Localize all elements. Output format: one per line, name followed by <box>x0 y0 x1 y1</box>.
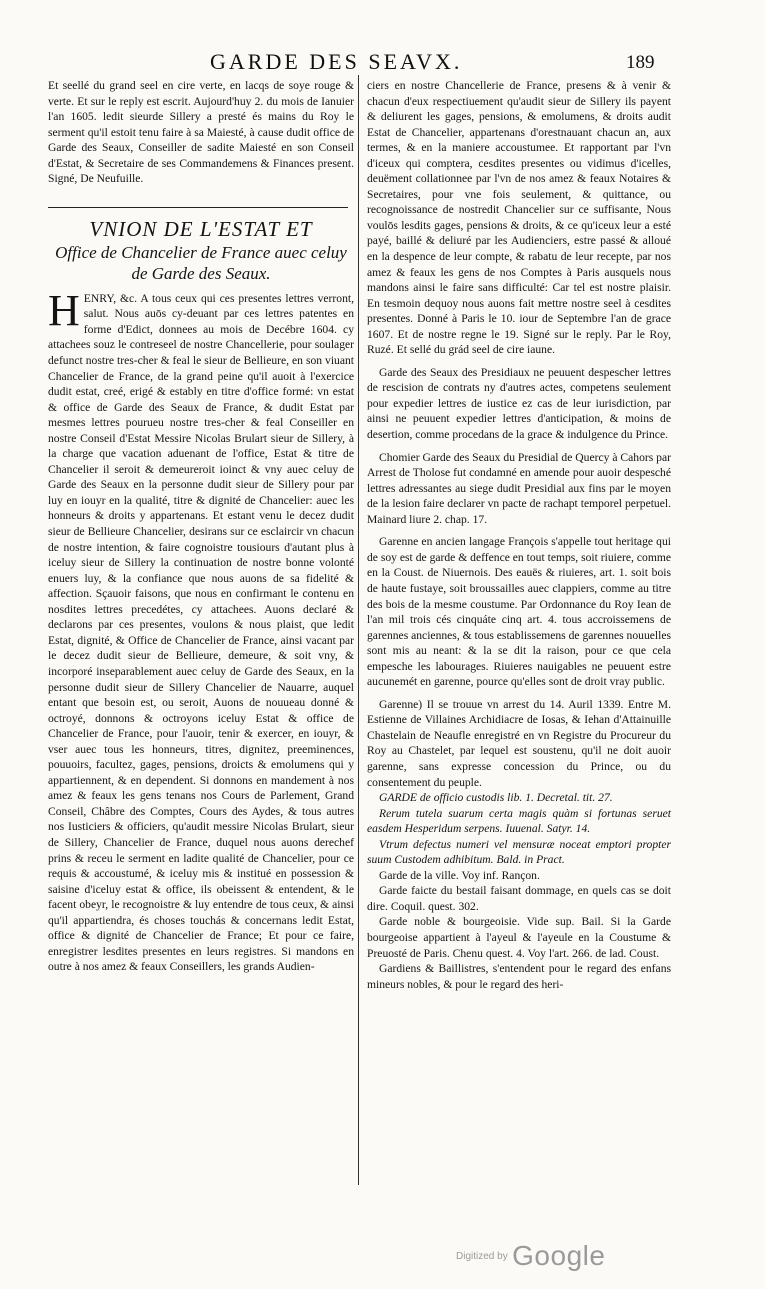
watermark-brand: Google <box>512 1240 606 1271</box>
running-title: GARDE DES SEAVX. <box>210 49 463 74</box>
entry-chomier: Chomier Garde des Seaux du Presidial de Quercy à Cahors par Arrest de Tholose fut condamné en amende pour auoir despesché lettres adressantes au siege dudit Presidial aux fins par le moyen de la lesion faire declarer vn pacte de rachapt temporel perpetuel. Mainard liure 2. chap. 17. <box>367 450 671 526</box>
entry-gardiens: Gardiens & Baillistres, s'entendent pour le regard des enfans mineurs nobles, & pour le regard des heri- <box>367 962 671 991</box>
page-number: 189 <box>626 52 655 73</box>
entry-juvenal: Rerum tutela suarum certa magis quàm si fortunas seruet easdem Hesperidum serpens. Iuuenal. Satyr. 14. <box>367 806 671 836</box>
drop-capital: H <box>48 285 80 335</box>
section-rule <box>48 207 348 208</box>
entry-baldus: Vtrum defectus numeri vel mensuræ noceat emptori propter suum Custodem adhibitum. Bald. in Pract. <box>367 837 671 867</box>
watermark-prefix: Digitized by <box>456 1251 508 1262</box>
letter-patent-text <box>48 285 354 975</box>
section-title: VNION DE L'ESTAT ET <box>89 216 313 241</box>
entry-garde-decretal: GARDE de officio custodis lib. 1. Decretal. tit. 27. <box>379 791 613 805</box>
entry-garde-noble: Garde noble & bourgeoisie. Vide sup. Bail. Si la Garde bourgeoise appartient à l'ayeul & l'ayeule en la Coustume & Preuosté de Paris. Chenu quest. 4. Voy l'art. 266. de lad. Coust. <box>367 915 671 960</box>
continued-paragraph: ciers en nostre Chancellerie de France, presens & à venir & chacun d'eux respectiuement qu'audit sieur de Sillery ils payent & deliurent les gages, pensions, & emolumens, & droits audit Estat de Chancelier, appartenans d'orestnauant chacun an, aux termes, & en la maniere accoustumee. Et rapportant par l'vn d'iceux qui comptera, cesdites presentes ou vidimus d'icelles, deuëment collationnee par l'vn de nos amez & feaux Notaires & Secretaires, pour vne fois seulement, & quittance, ou recognoissance de nostredit Chancelier sur ce suffisante, Nous voulōs lesdits gages, pensions & droits, & ce qu'iceux leur a esté payé, baillé & deliuré par les Audienciers, estre passé & alloué en la despence de leur compte, & rabatu de leur recepte, par nos amez & feaux les gens de nos Comptes à Paris ausquels nous mandons ainsi le faire sans difficulté: Car tel est nostre plaisir. En tesmoin dequoy nous auons fait mettre nostre seel à cesdites presentes. Donné à Paris le 10. iour de Septembre l'an de grace 1607. Et de nostre regne le 19. Signé sur le reply. Par le Roy, Ruzé. Et sellé du grád seel de cire iaune. <box>367 79 671 357</box>
entry-garenne-arrest: Garenne) Il se trouue vn arrest du 14. Auril 1339. Entre M. Estienne de Villaines Archidiacre de Iosas, & Iehan d'Attainuille Chastelain de Neaufle enregistré en vn Registre du Procureur du Roy au Chastelet, par lequel est soustenu, qu'il ne doit auoir garenne, sans expresse concession du Prince, ou du consentement du peuple. <box>367 697 671 789</box>
entry-presidiaux: Garde des Seaux des Presidiaux ne peuuent despescher lettres de rescision de contrats ny d'autres actes, competens seulement pour expedier lettres de iustice ez cas de leur iurisdiction, par ainsi ne peuuent expedier lettres d'anticipation, & moins de desertion, comme procedans de la grace & indulgence du Prince. <box>367 365 671 442</box>
left-column <box>48 78 354 975</box>
right-column <box>367 78 671 992</box>
entry-garde-bestail: Garde faicte du bestail faisant dommage, en quels cas se doit dire. Coquil. quest. 302. <box>367 884 671 913</box>
entry-garde-ville: Garde de la ville. Voy inf. Rançon. <box>379 868 540 882</box>
digitized-watermark <box>456 1240 605 1272</box>
closing-paragraph: Et seellé du grand seel en cire verte, en lacqs de soye rouge & verte. Et sur le reply est escrit. Aujourd'huy 2. du mois de Ianuier l'an 1605. ledit sieurde Sillery a presté és mains du Roy le serment qu'il estoit tenu faire à sa Maiesté, à cause dudit office de Garde des Seaux, Conseiller de sadite Maiesté en son Conseil d'Estat, & Secretaire de ses Commandemens & Finances present. Signé, De Neufuille. <box>48 79 354 186</box>
entry-garenne: Garenne en ancien langage François s'appelle tout heritage qui de soy est de garde & deffence en tout temps, soit riuiere, comme en la Coust. de Niuernois. Des eauës & riuieres, art. 1. soit bois de haute fustaye, soit broussailles auec clappiers, comme au titre des bois de la mesme coustume. Par Ordonnance du Roy Iean de l'an mil trois cés cinquáte cinq art. 4. tous accroissemens de garennes anciennes, & tous establissemens de garennes nouuelles sont mis au neant: & la se dit la raison, pour ce que cela empesche les labourages. Riuieres nauigables ne peuuent estre aucunemét en garenne, pource qu'elles sont de droit vray public. <box>367 535 671 689</box>
letter-body: ENRY, &c. A tous ceux qui ces presentes lettres verront, salut. Nous auōs cy-deuant par ces lettres patentes en forme d'Edict, donnees au mois de Decébre 1604. cy attachees souz le contreseel de nostre Chancellerie, pour soulager defunct nostre tres-cher & feal le sieur de Bellieure, en son viuant Chancelier de France, de la grand peine qu'il auoit à l'exercice dudit estat, creé, erigé & estably en titre d'office formé: vn estat & office de Garde des Seaux de France, & dudit Estat par mesmes lettres pourueu nostre tres-cher & feal Conseiller en nostre Conseil d'Estat Messire Nicolas Brulart sieur de Sillery, à la charge que vacation aduenant de l'office, Estat & titre de Chancelier il seroit & demeureroit ioinct & vny auec celuy de Garde des Seaux en la personne dudit sieur de Sillery pour par luy en iouyr en la qualité, titre & dignité de Chancelier: auec les honneurs & droits y appartenans. Et estant venu le decez dudit sieur de Bellieure Chancelier, desirans sur ce esclaircir vn chacun de nostre intention, & faire cognoistre tousiours d'autant plus à iceluy sieur de Sillery la continuation de nostre bonne volonté enuers luy, & la confiance que nous auons de sa fidelité & affection. Sçauoir faisons, que nous en confirmant le contenu en nosdites lettres precedétes, cy attachees. Auons declaré & declarons par ces presentes, voulons & nous plaist, que ledit Estat, dignité, & Office de Chancelier de France, ainsi vacant par le decez dudit sieur de Bellieure, demeure, & soit vny, & incorporé inseparablement auec celuy de Garde des Seaux, en la personne dudit sieur de Sillery Chancelier de Nauarre, auquel entant que besoin est, ou seroit, Auons de nouueau donné & octroyé, donnons & octroyons iceluy Estat & office de Chancelier de France, pour l'auoir, tenir & exercer, en iouyr, & vser auec tous les honneurs, titres, dignitez, preeminences, pouuoirs, facultez, gages, pensions, droicts & emolumens qui y appartiennent, & en dependent. Si donnons en mandement à nos amez & feaux les gens tenans nos Cours de Parlement, Grand Conseil, Châbre des Comptes, Cours des Aydes, & tous autres nos Iusticiers & officiers, qu'audit messire Nicolas Brulart, sieur de Sillery, Chancelier de France, duquel nous auons derechef prins & receu le serment en ladite qualité de Chancelier, pour ce requis & accoustumé, & iceluy mis & institué en possession & saisine d'iceluy estat & office, ils obeissent & entendent, & le facent obeyr, le recognoistre & luy entendre de tous ceux, & ainsi qu'il appartiendra, és choses touchás & concernans ledit Estat, office & dignité de Chancelier de France; Et pour ce faire, enregistrer lesdites presentes en leurs registres. Si mandons en outre à nos amez & feaux Conseillers, les grands Audien- <box>48 291 354 974</box>
column-divider <box>358 75 359 1185</box>
section-subtitle: Office de Chancelier de France auec celuy de Garde des Seaux. <box>55 242 347 283</box>
